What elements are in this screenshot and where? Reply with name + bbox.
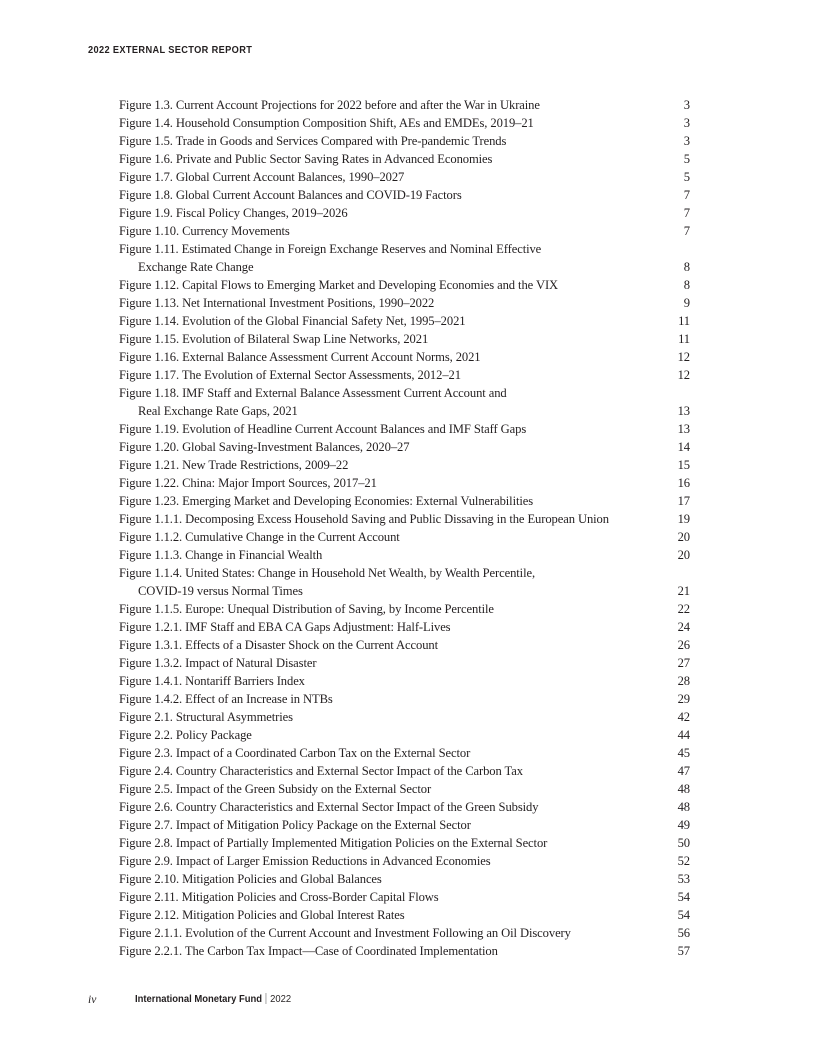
toc-entry [119, 888, 690, 906]
toc-entry [119, 168, 690, 186]
toc-entry-page-number: 20 [677, 548, 690, 562]
publisher-name: International Monetary Fund [135, 993, 263, 1005]
toc-entry-page-number: 26 [677, 638, 690, 652]
toc-entry-text [119, 924, 650, 942]
toc-entry [119, 150, 690, 168]
toc-entry-line: Figure 2.10. Mitigation Policies and Global Balances [119, 872, 382, 886]
toc-entry-line: Figure 1.1.5. Europe: Unequal Distribution of Saving, by Income Percentile [119, 602, 494, 616]
footer-separator-bar [266, 993, 267, 1004]
toc-entry-line: Figure 1.21. New Trade Restrictions, 2009–22 [119, 458, 349, 472]
toc-entry-page-number: 54 [677, 890, 690, 904]
toc-entry [119, 528, 690, 546]
toc-entry-line: Figure 2.2.1. The Carbon Tax Impact—Case of Coordinated Implementation [119, 944, 498, 958]
list-of-figures [119, 96, 690, 960]
toc-entry [119, 744, 690, 762]
toc-entry-page-number: 42 [677, 710, 690, 724]
toc-entry [119, 132, 690, 150]
toc-entry-line: Figure 2.12. Mitigation Policies and Global Interest Rates [119, 908, 405, 922]
toc-entry-continuation-line: Real Exchange Rate Gaps, 2021 [138, 404, 298, 418]
toc-entry-line: Figure 1.15. Evolution of Bilateral Swap Line Networks, 2021 [119, 332, 429, 346]
toc-entry-line: Figure 1.22. China: Major Import Sources, 2017–21 [119, 476, 377, 490]
toc-entry-text [119, 600, 650, 618]
toc-entry [119, 384, 690, 420]
toc-entry-text [119, 942, 650, 960]
toc-entry-page-number: 21 [677, 584, 690, 598]
folio-page-number: iv [88, 994, 97, 1006]
toc-entry-page-number: 5 [683, 170, 690, 184]
toc-entry-text [119, 528, 650, 546]
toc-entry [119, 312, 690, 330]
toc-entry-page-number: 48 [677, 800, 690, 814]
toc-entry-page-number: 49 [677, 818, 690, 832]
toc-entry [119, 492, 690, 510]
toc-entry-text [119, 168, 650, 186]
toc-entry-page-number: 20 [677, 530, 690, 544]
toc-entry-line: Figure 1.1.3. Change in Financial Wealth [119, 548, 323, 562]
toc-entry-text [119, 798, 650, 816]
toc-entry-page-number: 16 [677, 476, 690, 490]
toc-entry-line: Figure 1.2.1. IMF Staff and EBA CA Gaps Adjustment: Half-Lives [119, 620, 451, 634]
toc-entry [119, 420, 690, 438]
toc-entry-page-number: 52 [677, 854, 690, 868]
toc-entry-text [119, 312, 650, 330]
toc-entry-text [119, 888, 650, 906]
toc-entry-page-number: 9 [683, 296, 690, 310]
toc-entry [119, 906, 690, 924]
toc-entry [119, 276, 690, 294]
toc-entry-text [119, 150, 650, 168]
toc-entry-text [119, 330, 650, 348]
toc-entry-line: Figure 1.3.2. Impact of Natural Disaster [119, 656, 317, 670]
toc-entry [119, 204, 690, 222]
toc-entry-page-number: 17 [677, 494, 690, 508]
toc-entry-text [119, 132, 650, 150]
toc-entry-line: Figure 1.18. IMF Staff and External Balance Assessment Current Account and [119, 386, 507, 400]
toc-entry-line: Figure 2.3. Impact of a Coordinated Carbon Tax on the External Sector [119, 746, 471, 760]
toc-entry-continuation-line: Exchange Rate Change [138, 260, 254, 274]
toc-entry-page-number: 11 [678, 332, 690, 346]
toc-entry-page-number: 57 [677, 944, 690, 958]
toc-entry-text [119, 240, 650, 276]
toc-entry-page-number: 7 [683, 224, 690, 238]
toc-entry [119, 348, 690, 366]
toc-entry-line: Figure 1.1.1. Decomposing Excess Household Saving and Public Dissaving in the European Union [119, 512, 609, 526]
toc-entry-page-number: 5 [683, 152, 690, 166]
toc-entry-page-number: 22 [677, 602, 690, 616]
toc-entry-page-number: 53 [677, 872, 690, 886]
toc-entry-page-number: 7 [683, 188, 690, 202]
toc-entry-line: Figure 1.5. Trade in Goods and Services Compared with Pre-pandemic Trends [119, 134, 507, 148]
toc-entry-text [119, 96, 650, 114]
toc-entry-line: Figure 1.9. Fiscal Policy Changes, 2019–2026 [119, 206, 348, 220]
toc-entry-text [119, 438, 650, 456]
toc-entry [119, 942, 690, 960]
toc-entry-page-number: 48 [677, 782, 690, 796]
toc-entry [119, 726, 690, 744]
toc-entry-line: Figure 1.13. Net International Investment Positions, 1990–2022 [119, 296, 435, 310]
toc-entry [119, 708, 690, 726]
toc-entry [119, 780, 690, 798]
toc-entry-page-number: 3 [683, 116, 690, 130]
toc-entry [119, 600, 690, 618]
toc-entry-line: Figure 1.4.2. Effect of an Increase in NTBs [119, 692, 333, 706]
toc-entry [119, 546, 690, 564]
toc-entry [119, 474, 690, 492]
toc-entry-page-number: 29 [677, 692, 690, 706]
toc-entry-text [119, 546, 650, 564]
toc-entry-text [119, 834, 650, 852]
toc-entry-page-number: 27 [677, 656, 690, 670]
toc-entry-text [119, 906, 650, 924]
toc-entry [119, 834, 690, 852]
toc-entry-page-number: 45 [677, 746, 690, 760]
toc-entry-line: Figure 2.5. Impact of the Green Subsidy on the External Sector [119, 782, 432, 796]
toc-entry [119, 456, 690, 474]
toc-entry-continuation-line: COVID-19 versus Normal Times [138, 584, 303, 598]
toc-entry-line: Figure 2.2. Policy Package [119, 728, 252, 742]
toc-entry-text [119, 276, 650, 294]
toc-entry-line: Figure 1.19. Evolution of Headline Current Account Balances and IMF Staff Gaps [119, 422, 527, 436]
toc-entry [119, 222, 690, 240]
toc-entry-line: Figure 2.9. Impact of Larger Emission Reductions in Advanced Economies [119, 854, 491, 868]
toc-entry [119, 186, 690, 204]
toc-entry-text [119, 690, 650, 708]
toc-entry-line: Figure 1.12. Capital Flows to Emerging Market and Developing Economies and the VIX [119, 278, 559, 292]
toc-entry-line: Figure 2.1.1. Evolution of the Current Account and Investment Following an Oil Discovery [119, 926, 571, 940]
toc-entry-page-number: 3 [683, 134, 690, 148]
toc-entry-line: Figure 1.7. Global Current Account Balances, 1990–2027 [119, 170, 405, 184]
toc-entry-page-number: 7 [683, 206, 690, 220]
toc-entry-line: Figure 1.23. Emerging Market and Developing Economies: External Vulnerabilities [119, 494, 534, 508]
toc-entry-line: Figure 1.16. External Balance Assessment Current Account Norms, 2021 [119, 350, 481, 364]
toc-entry-line: Figure 2.1. Structural Asymmetries [119, 710, 293, 724]
toc-entry-page-number: 8 [683, 260, 690, 274]
toc-entry [119, 510, 690, 528]
toc-entry-text [119, 384, 650, 420]
toc-entry-line: Figure 2.4. Country Characteristics and External Sector Impact of the Carbon Tax [119, 764, 523, 778]
toc-entry [119, 438, 690, 456]
toc-entry-text [119, 456, 650, 474]
toc-entry-text [119, 348, 650, 366]
toc-entry [119, 96, 690, 114]
toc-entry [119, 618, 690, 636]
toc-entry [119, 816, 690, 834]
toc-entry-line: Figure 2.7. Impact of Mitigation Policy Package on the External Sector [119, 818, 471, 832]
toc-entry [119, 654, 690, 672]
toc-entry-page-number: 3 [683, 98, 690, 112]
toc-entry-line: Figure 1.1.2. Cumulative Change in the Current Account [119, 530, 400, 544]
toc-entry-text [119, 636, 650, 654]
toc-entry-line: Figure 1.3. Current Account Projections for 2022 before and after the War in Ukraine [119, 98, 540, 112]
toc-entry-text [119, 564, 650, 600]
toc-entry [119, 798, 690, 816]
toc-entry-text [119, 420, 650, 438]
toc-entry-text [119, 780, 650, 798]
toc-entry [119, 564, 690, 600]
toc-entry-line: Figure 1.17. The Evolution of External Sector Assessments, 2012–21 [119, 368, 461, 382]
toc-entry-line: Figure 2.6. Country Characteristics and External Sector Impact of the Green Subsidy [119, 800, 539, 814]
toc-entry-line: Figure 2.11. Mitigation Policies and Cross-Border Capital Flows [119, 890, 439, 904]
toc-entry-text [119, 618, 650, 636]
toc-entry-line: Figure 1.4.1. Nontariff Barriers Index [119, 674, 305, 688]
toc-entry-text [119, 816, 650, 834]
toc-entry-line: Figure 1.6. Private and Public Sector Saving Rates in Advanced Economies [119, 152, 493, 166]
toc-entry-page-number: 15 [677, 458, 690, 472]
toc-entry-line: Figure 1.10. Currency Movements [119, 224, 290, 238]
toc-entry-line: Figure 2.8. Impact of Partially Implemented Mitigation Policies on the External Sector [119, 836, 548, 850]
toc-entry-page-number: 50 [677, 836, 690, 850]
toc-entry-text [119, 744, 650, 762]
toc-entry-page-number: 11 [678, 314, 690, 328]
toc-entry [119, 636, 690, 654]
toc-entry-text [119, 204, 650, 222]
toc-entry-text [119, 672, 650, 690]
toc-entry-page-number: 13 [677, 422, 690, 436]
toc-entry [119, 762, 690, 780]
toc-entry [119, 690, 690, 708]
toc-entry-text [119, 852, 650, 870]
toc-entry-text [119, 474, 650, 492]
toc-entry [119, 114, 690, 132]
toc-entry-line: Figure 1.4. Household Consumption Composition Shift, AEs and EMDEs, 2019–21 [119, 116, 534, 130]
toc-entry-text [119, 294, 650, 312]
toc-entry-text [119, 654, 650, 672]
toc-entry-page-number: 28 [677, 674, 690, 688]
toc-entry-line: Figure 1.14. Evolution of the Global Financial Safety Net, 1995–2021 [119, 314, 466, 328]
toc-entry-page-number: 47 [677, 764, 690, 778]
toc-entry-line: Figure 1.11. Estimated Change in Foreign Exchange Reserves and Nominal Effective [119, 242, 542, 256]
toc-entry-page-number: 12 [677, 350, 690, 364]
running-header-title: 2022 EXTERNAL SECTOR REPORT [88, 44, 253, 56]
toc-entry [119, 672, 690, 690]
toc-entry-page-number: 19 [677, 512, 690, 526]
toc-entry [119, 330, 690, 348]
toc-entry-page-number: 44 [677, 728, 690, 742]
toc-entry-line: Figure 1.8. Global Current Account Balances and COVID-19 Factors [119, 188, 462, 202]
toc-entry-text [119, 222, 650, 240]
toc-entry-line: Figure 1.3.1. Effects of a Disaster Shock on the Current Account [119, 638, 438, 652]
toc-entry-page-number: 24 [677, 620, 690, 634]
report-year: 2022 [270, 993, 292, 1005]
toc-entry [119, 366, 690, 384]
publisher-block [135, 992, 291, 1005]
toc-entry-text [119, 114, 650, 132]
toc-entry [119, 870, 690, 888]
toc-entry-text [119, 186, 650, 204]
toc-entry-text [119, 366, 650, 384]
toc-entry [119, 294, 690, 312]
toc-entry-page-number: 13 [677, 404, 690, 418]
toc-entry [119, 240, 690, 276]
toc-entry [119, 852, 690, 870]
toc-entry-page-number: 12 [677, 368, 690, 382]
toc-entry-line: Figure 1.1.4. United States: Change in Household Net Wealth, by Wealth Percentile, [119, 566, 536, 580]
toc-entry-text [119, 870, 650, 888]
toc-entry-page-number: 14 [677, 440, 690, 454]
toc-entry-text [119, 492, 650, 510]
toc-entry-text [119, 726, 650, 744]
toc-entry-page-number: 56 [677, 926, 690, 940]
toc-entry-page-number: 54 [677, 908, 690, 922]
toc-entry [119, 924, 690, 942]
toc-entry-text [119, 510, 650, 528]
toc-entry-text [119, 708, 650, 726]
toc-entry-line: Figure 1.20. Global Saving-Investment Balances, 2020–27 [119, 440, 410, 454]
toc-entry-page-number: 8 [683, 278, 690, 292]
toc-entry-text [119, 762, 650, 780]
page-footer [88, 992, 309, 1008]
